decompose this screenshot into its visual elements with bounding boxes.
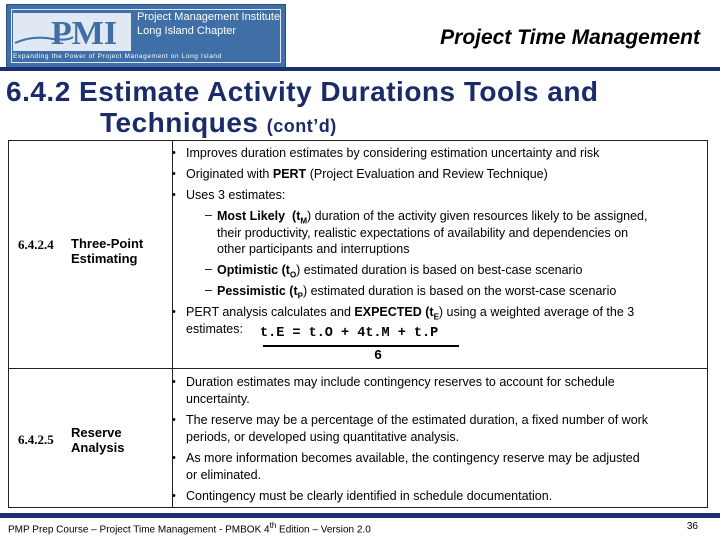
section-label-line1: Reserve bbox=[71, 425, 122, 440]
bullet-icon: • bbox=[172, 306, 176, 318]
bullet-text: As more information becomes available, the contingency reserve may be adjusted bbox=[186, 451, 640, 465]
bullet-text: The reserve may be a percentage of the estimated duration, a fixed number of work bbox=[186, 413, 649, 427]
bullet-text-cont: uncertainty. bbox=[186, 392, 250, 406]
dash-icon: – bbox=[205, 262, 212, 276]
logo-chapter-name: Long Island Chapter bbox=[137, 25, 237, 37]
bullet-text-part: Originated with bbox=[186, 167, 270, 181]
bullet-text-part: PERT analysis calculates and bbox=[186, 305, 351, 319]
bullet-text-cont: periods, or developed using quantitative analysis. bbox=[186, 430, 460, 444]
sub-bullet-text-cont: other participants and interruptions bbox=[217, 242, 410, 256]
header-divider bbox=[0, 67, 720, 71]
slide-title-line1: 6.4.2 Estimate Activity Durations Tools and bbox=[6, 76, 599, 107]
page-number: 36 bbox=[686, 521, 698, 532]
bullet-text-cont: estimates: bbox=[186, 322, 243, 336]
pmi-logo bbox=[6, 4, 286, 68]
bullet-text: Improves duration estimates by considering estimation uncertainty and risk bbox=[186, 146, 600, 160]
bullet-text-part: (Project Evaluation and Review Technique) bbox=[309, 167, 548, 181]
dash-icon: – bbox=[205, 283, 212, 297]
bullet-text bbox=[186, 166, 548, 182]
footer-divider bbox=[0, 513, 720, 518]
section-number: 6.4.2.5 bbox=[18, 432, 54, 447]
bullet-text: Uses 3 estimates: bbox=[186, 188, 286, 202]
bullet-text bbox=[186, 304, 634, 326]
sub-symbol-subscript: O bbox=[289, 270, 297, 280]
footer-text-part: Edition – Version 2.0 bbox=[276, 524, 371, 536]
sub-symbol: (t bbox=[289, 284, 298, 298]
row-divider bbox=[9, 368, 707, 369]
pert-formula: t.E = t.O + 4t.M + t.P bbox=[260, 326, 439, 341]
sub-symbol-subscript: P bbox=[297, 291, 303, 301]
slide-title bbox=[6, 76, 599, 142]
bullet-text-cont: or eliminated. bbox=[186, 468, 262, 482]
sub-symbol: (t bbox=[292, 209, 301, 223]
section-label-line2: Estimating bbox=[71, 251, 138, 266]
pmi-logo-letters: PMI bbox=[51, 15, 118, 51]
bullet-icon: • bbox=[172, 168, 176, 180]
sub-bullet-text-cont: their productivity, realistic expectations of availability and dependencies on bbox=[217, 226, 629, 240]
pmi-logo-mark bbox=[13, 13, 131, 51]
bullet-text-part: ) using a weighted average of the 3 bbox=[438, 305, 635, 319]
bullet-icon: • bbox=[172, 189, 176, 201]
section-label bbox=[71, 236, 143, 266]
pert-formula-denominator: 6 bbox=[374, 349, 383, 364]
bullet-text: Duration estimates may include contingency reserves to account for schedule bbox=[186, 375, 615, 389]
section-label-line1: Three-Point bbox=[71, 236, 144, 251]
slide-title-line2: Techniques bbox=[100, 107, 259, 138]
sub-term: Optimistic bbox=[217, 263, 279, 277]
bullet-icon: • bbox=[172, 490, 176, 502]
bullet-icon: • bbox=[172, 414, 176, 426]
sub-rest: ) estimated duration is based on the worst-case scenario bbox=[302, 284, 617, 298]
bullet-icon: • bbox=[172, 147, 176, 159]
bullet-icon: • bbox=[172, 376, 176, 388]
expected-subscript: E bbox=[433, 312, 439, 322]
bullet-icon: • bbox=[172, 452, 176, 464]
sub-bullet-text bbox=[217, 262, 582, 284]
pert-term: PERT bbox=[272, 167, 307, 181]
footer-text-part: PMP Prep Course – Project Time Management - PMBOK 4 bbox=[8, 524, 270, 536]
sub-term: Pessimistic bbox=[217, 284, 286, 298]
sub-symbol: (t bbox=[281, 263, 290, 277]
footer-ordinal: th bbox=[269, 521, 277, 530]
content-table bbox=[8, 140, 708, 508]
pmi-letters-graphic bbox=[13, 13, 131, 51]
sub-rest: ) estimated duration is based on best-case scenario bbox=[296, 263, 583, 277]
dash-icon: – bbox=[205, 208, 212, 222]
sub-term: Most Likely bbox=[217, 209, 286, 223]
footer-course-info bbox=[8, 521, 371, 535]
sub-symbol-subscript: M bbox=[300, 216, 308, 226]
section-label-line2: Analysis bbox=[71, 440, 125, 455]
logo-tagline: Expanding the Power of Project Management on Long Island bbox=[13, 53, 222, 60]
section-label bbox=[71, 425, 124, 455]
sub-bullet-text bbox=[217, 283, 616, 305]
header-title: Project Time Management bbox=[440, 26, 700, 49]
section-number: 6.4.2.4 bbox=[18, 237, 54, 252]
slide-title-suffix: (cont’d) bbox=[266, 116, 337, 136]
sub-rest: ) duration of the activity given resources likely to be assigned, bbox=[307, 209, 648, 223]
formula-fraction-bar bbox=[263, 345, 459, 347]
expected-term: EXPECTED (t bbox=[354, 305, 434, 319]
logo-org-name: Project Management Institute bbox=[137, 11, 281, 23]
bullet-text: Contingency must be clearly identified in schedule documentation. bbox=[186, 489, 553, 503]
